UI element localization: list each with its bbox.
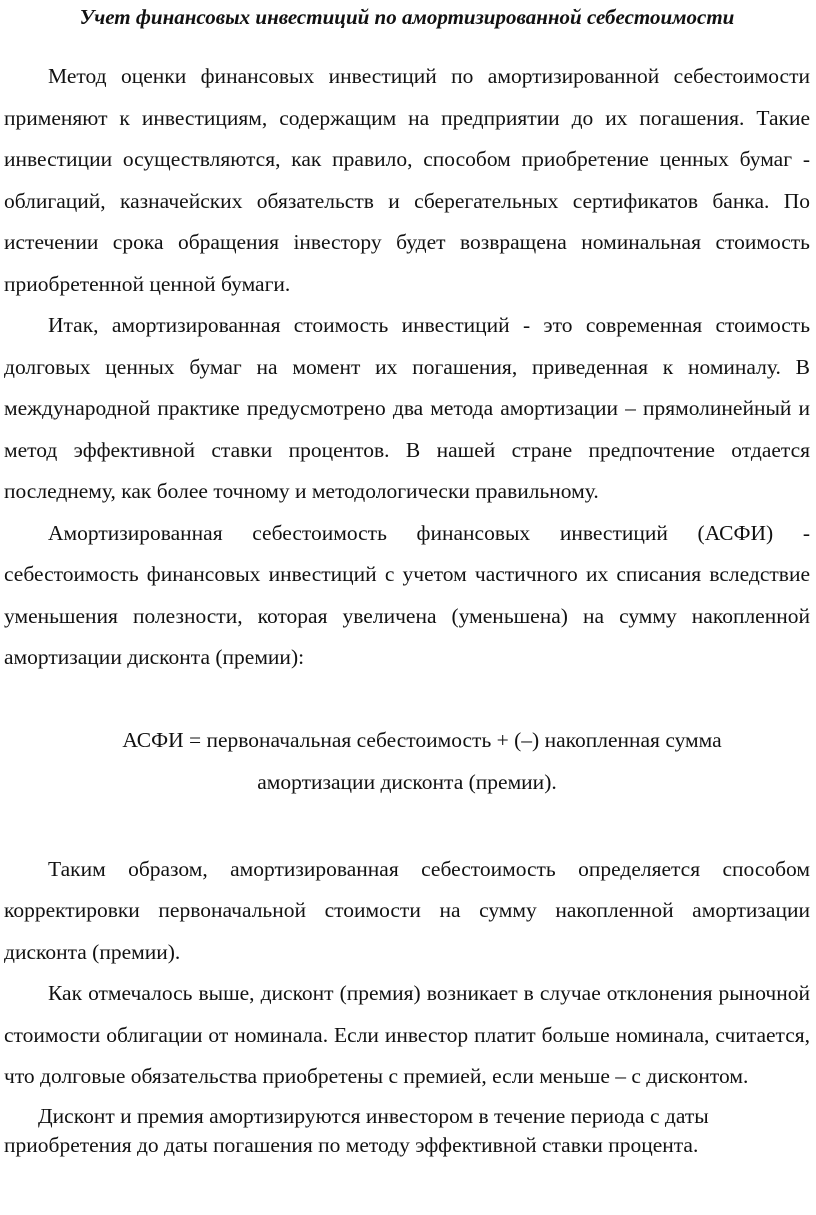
paragraph-discount-premium: Как отмечалось выше, дисконт (премия) возникает в случае отклонения рыночной стоимости облигации от номинала. Если инвестор платит больше номинала, считается, что долговые обязательства приобретены с премией, если меньше – с дисконтом. bbox=[4, 981, 810, 1088]
paragraph-conclusion: Таким образом, амортизированная себестоимость определяется способом корректировки первоначальной стоимости на сумму накопленной амортизации дисконта (премии). bbox=[4, 856, 810, 964]
paragraph-asfi: Амортизированная себестоимость финансовых инвестиций (АСФИ) - себестоимость финансовых инвестиций с учетом частичного их списания вследствие уменьшения полезности, которая увеличена (уменьшена) на сумму накопленной амортизации дисконта (премии): bbox=[4, 520, 810, 669]
paragraph-amortization-period: Дисконт и премия амортизируются инвестором в течение периода с даты приобретения до даты погашения по методу эффективной ставки процента. bbox=[4, 1103, 709, 1157]
document-body bbox=[4, 56, 810, 679]
paragraph-definition: Итак, амортизированная стоимость инвестиций - это современная стоимость долговых ценных бумаг на момент их погашения, приведенная к номиналу. В международной практике предусмотрено два метода амортизации – прямолинейный и метод эффективной ставки процентов. В нашей стране предпочтение отдается последнему, как более точному и методологически правильному. bbox=[4, 313, 810, 503]
formula-line-2: амортизации дисконта (премии). bbox=[257, 769, 557, 794]
document-body-continued bbox=[4, 849, 810, 1098]
formula-line-1: АСФИ = первоначальная себестоимость + (–) накопленная сумма bbox=[122, 727, 722, 752]
document-final bbox=[4, 1102, 810, 1160]
formula-block bbox=[4, 719, 810, 803]
document-title: Учет финансовых инвестиций по амортизированной себестоимости bbox=[79, 5, 735, 29]
paragraph-method: Метод оценки финансовых инвестиций по амортизированной себестоимости применяют к инвестициям, содержащим на предприятии до их погашения. Такие инвестиции осуществляются, как правило, способом приобретение ценных бумаг - облигаций, казначейских обязательств и сберегательных сертификатов банка. По истечении срока обращения інвестору будет возвращена номинальная стоимость приобретенной ценной бумаги. bbox=[4, 64, 810, 296]
